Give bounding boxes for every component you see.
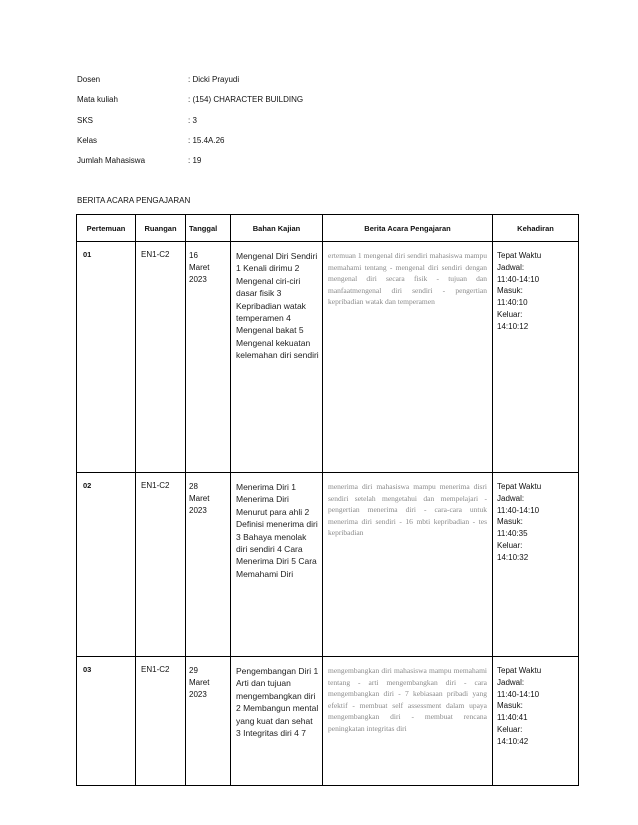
kehadiran-status: Tepat Waktu	[497, 482, 542, 491]
kehadiran-jadwal-label: Jadwal:	[497, 493, 525, 503]
cell-ruangan: EN1-C2	[136, 473, 186, 657]
cell-tanggal	[186, 657, 231, 786]
tanggal-day: 28	[189, 482, 198, 491]
cell-bahan-kajian: Menerima Diri 1 Menerima Diri Menurut para ahli 2 Definisi menerima diri 3 Bahaya menolak diri sendiri 4 Cara Menerima Diri 5 Cara Memahami Diri	[231, 473, 323, 657]
cell-pertemuan: 03	[77, 657, 136, 786]
kehadiran-jadwal-value: 11:40-14:10	[497, 689, 540, 699]
info-label: Kelas	[77, 135, 98, 145]
table-header-row	[77, 215, 579, 242]
cell-berita-acara: ertemuan 1 mengenal diri sendiri mahasiswa mampu memahami tentang - mengenal diri sendiri dengan mengenal diri secara fisik - tujuan dan manfaatmengenal diri sendiri - pengertian kepribadian watak dan temperamen	[323, 242, 493, 473]
table-row	[77, 657, 579, 786]
kehadiran-keluar-value: 14:10:42	[497, 736, 529, 746]
tanggal-month: Maret	[189, 494, 210, 503]
berita-acara-table	[76, 214, 579, 786]
tanggal-year: 2023	[189, 690, 207, 699]
cell-ruangan: EN1-C2	[136, 242, 186, 473]
kehadiran-jadwal-value: 11:40-14:10	[497, 505, 540, 515]
kehadiran-jadwal-label: Jadwal:	[497, 677, 525, 687]
header-tanggal: Tanggal	[186, 215, 231, 242]
kehadiran-masuk-label: Masuk:	[497, 286, 523, 296]
info-value: : 19	[188, 156, 202, 166]
kehadiran-masuk-value: 11:40:10	[497, 298, 528, 308]
kehadiran-masuk-value: 11:40:41	[497, 713, 528, 723]
header-ruangan: Ruangan	[136, 215, 186, 242]
cell-tanggal	[186, 242, 231, 473]
kehadiran-keluar-value: 14:10:12	[497, 321, 529, 331]
cell-kehadiran	[493, 242, 579, 473]
table-row	[77, 242, 579, 473]
kehadiran-masuk-label: Masuk:	[497, 517, 523, 527]
tanggal-year: 2023	[189, 506, 207, 515]
info-value: : Dicki Prayudi	[188, 75, 240, 84]
cell-tanggal	[186, 473, 231, 657]
cell-berita-acara: menerima diri mahasiswa mampu menerima disri sendiri setelah mengetahui dan mempelajari - pengertian menerima diri - cara-cara untuk menerima diri sendiri - 16 mbti kepribadian - tes kepribadian	[323, 473, 493, 657]
tanggal-month: Maret	[189, 263, 210, 272]
info-label: SKS	[77, 115, 94, 125]
info-value: : (154) CHARACTER BUILDING	[188, 95, 304, 105]
table-row	[77, 473, 579, 657]
cell-bahan-kajian: Mengenal Diri Sendiri 1 Kenali dirimu 2 Mengenal ciri-ciri dasar fisik 3 Kepribadian watak temperamen 4 Mengenal bakat 5 Mengenal kekuatan kelemahan diri sendiri	[231, 242, 323, 473]
header-berita-acara: Berita Acara Pengajaran	[323, 215, 493, 242]
tanggal-day: 16	[189, 251, 198, 260]
kehadiran-masuk-value: 11:40:35	[497, 529, 528, 539]
kehadiran-keluar-label: Keluar:	[497, 309, 523, 319]
cell-pertemuan: 02	[77, 473, 136, 657]
cell-kehadiran	[493, 657, 579, 786]
header-pertemuan: Pertemuan	[77, 215, 136, 242]
tanggal-month: Maret	[189, 678, 210, 687]
kehadiran-jadwal-label: Jadwal:	[497, 262, 525, 272]
kehadiran-status: Tepat Waktu	[497, 666, 542, 675]
cell-ruangan: EN1-C2	[136, 657, 186, 786]
kehadiran-keluar-label: Keluar:	[497, 724, 523, 734]
info-label: Jumlah Mahasiswa	[77, 156, 146, 166]
info-value: : 15.4A.26	[188, 135, 225, 145]
kehadiran-keluar-value: 14:10:32	[497, 552, 529, 562]
kehadiran-masuk-label: Masuk:	[497, 701, 523, 711]
info-label: Dosen	[77, 75, 101, 84]
kehadiran-keluar-label: Keluar:	[497, 540, 523, 550]
cell-bahan-kajian: Pengembangan Diri 1 Arti dan tujuan mengembangkan diri 2 Membangun mental yang kuat dan sehat 3 Integritas diri 4 7	[231, 657, 323, 786]
cell-kehadiran	[493, 473, 579, 657]
tanggal-day: 29	[189, 666, 198, 675]
info-label: Mata kuliah	[77, 95, 118, 105]
cell-berita-acara: mengembangkan diri mahasiswa mampu memahami tentang - arti mengembangkan diri - cara mengembangkan diri - 7 kebiasaan pribadi yang efektif - membuat self assessment dalam upaya mengembangkan diri - membuat rencana peningkatan integritas diri	[323, 657, 493, 786]
info-value: : 3	[188, 115, 197, 125]
cell-pertemuan: 01	[77, 242, 136, 473]
tanggal-year: 2023	[189, 275, 207, 284]
section-title: BERITA ACARA PENGAJARAN	[77, 196, 191, 205]
header-bahan-kajian: Bahan Kajian	[231, 215, 323, 242]
kehadiran-status: Tepat Waktu	[497, 251, 542, 260]
header-kehadiran: Kehadiran	[493, 215, 579, 242]
kehadiran-jadwal-value: 11:40-14:10	[497, 274, 540, 284]
